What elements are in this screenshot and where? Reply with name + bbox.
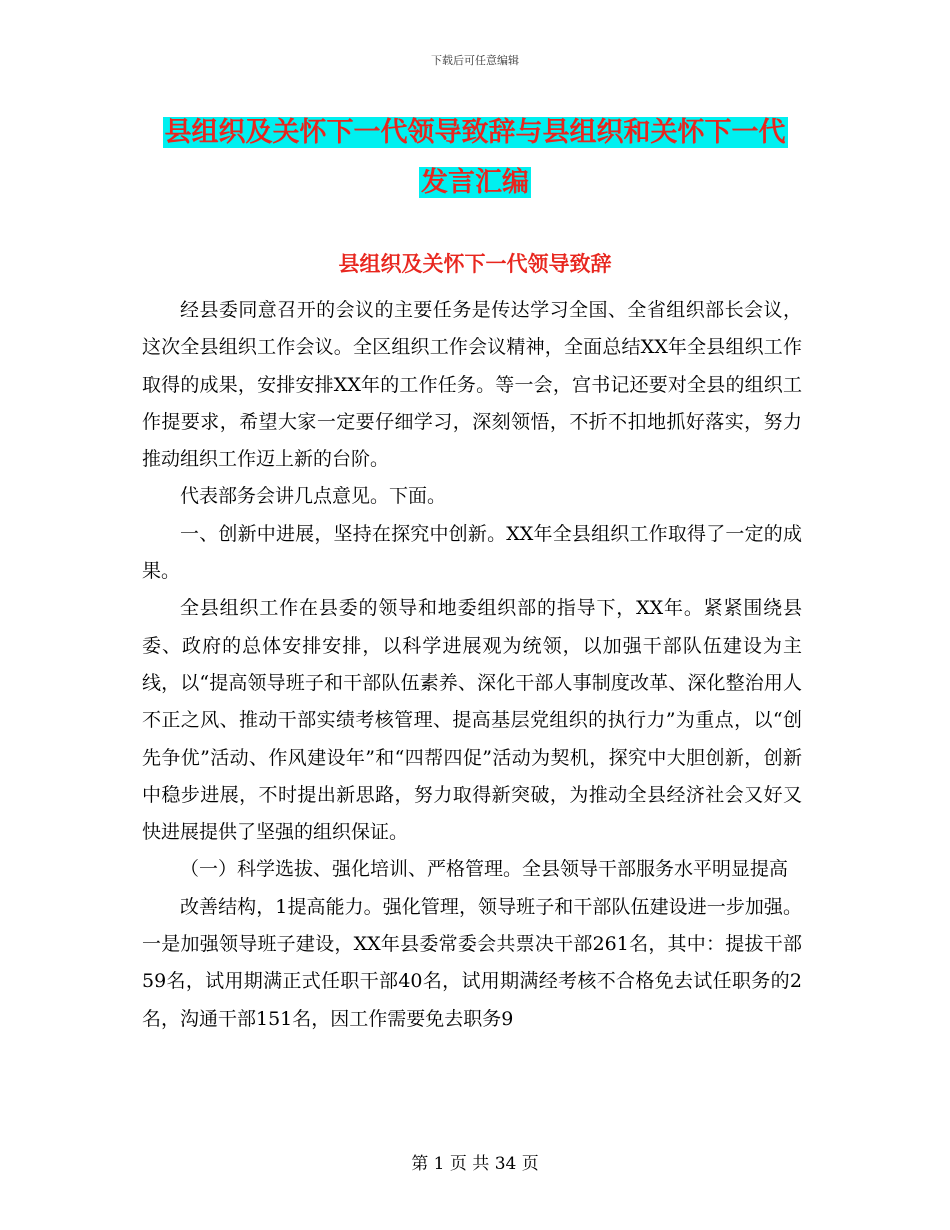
- body-paragraph: （一）科学选拔、强化培训、严格管理。全县领导干部服务水平明显提高: [180, 858, 789, 881]
- document-body: [142, 292, 802, 1038]
- document-title-line-2: 发言汇编: [421, 167, 529, 198]
- body-paragraph: 经县委同意召开的会议的主要任务是传达学习全国、全省组织部长会议，这次全县组织工作会议。全区组织工作会议精神，全面总结XX年全县组织工作取得的成果，安排安排XX年的工作任务。等一会，宫书记还要对全县的组织工作提要求，希望大家一定要仔细学习，深刻领悟，不折不扣地抓好落实，努力推动组织工作迈上新的台阶。: [142, 299, 802, 471]
- body-paragraph: 全县组织工作在县委的领导和地委组织部的指导下，XX年。紧紧围绕县委、政府的总体安排安排，以科学进展观为统领，以加强干部队伍建设为主线，以“提高领导班子和干部队伍素养、深化干部人事制度改革、深化整治用人不正之风、推动干部实绩考核管理、提高基层党组织的执行力”为重点，以“创先争优”活动、作风建设年”和“四帮四促”活动为契机，探究中大胆创新，创新中稳步进展，不时提出新思路，努力取得新突破，为推动全县经济社会又好又快进展提供了坚强的组织保证。: [142, 597, 802, 844]
- document-title: [0, 108, 950, 208]
- body-paragraph: 一、创新中进展，坚持在探究中创新。XX年全县组织工作取得了一定的成果。: [142, 522, 802, 583]
- page-number-footer: 第 1 页 共 34 页: [411, 1154, 539, 1174]
- section-title: 县组织及关怀下一代领导致辞: [338, 252, 612, 276]
- document-title-line-1: 县组织及关怀下一代领导致辞与县组织和关怀下一代: [164, 117, 786, 148]
- body-paragraph: 改善结构，1提高能力。强化管理，领导班子和干部队伍建设进一步加强。一是加强领导班子建设，XX年县委常委会共票决干部261名，其中：提拔干部59名，试用期满正式任职干部40名，试用期满经考核不合格免去试任职务的2名，沟通干部151名，因工作需要免去职务9: [142, 895, 802, 1030]
- body-paragraph: 代表部务会讲几点意见。下面。: [180, 485, 447, 508]
- page-header-note: 下载后可任意编辑: [431, 54, 519, 67]
